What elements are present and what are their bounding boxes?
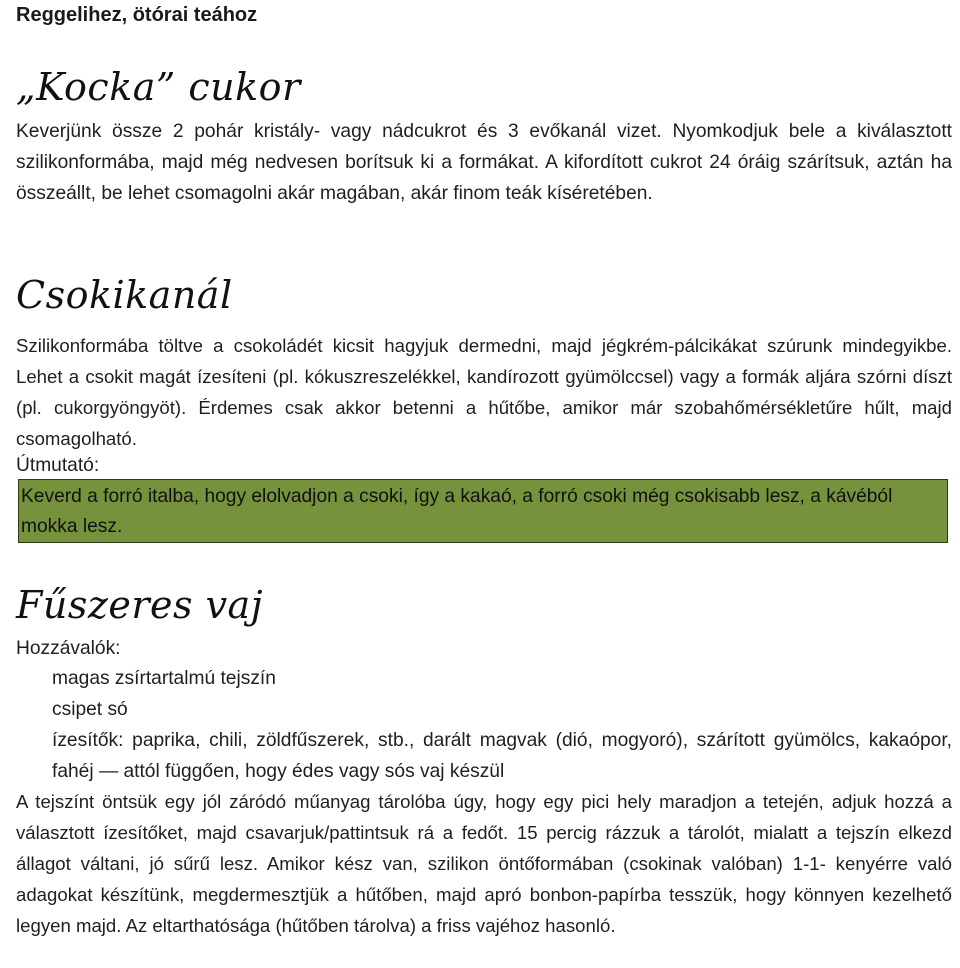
tip-box: [18, 479, 948, 543]
section-body-csokikanal: Szilikonformába töltve a csokoládét kicsit hagyjuk dermedni, majd jégkrém-pálcikákat szúrunk mindegyikbe. Lehet a csokit magát ízesíteni (pl. kókuszreszelékkel, kandírozott gyümölccsel) vagy a formák aljára szórni díszt (pl. cukorgyöngyöt). Érdemes csak akkor betenni a hűtőbe, amikor már szobahőmérsékletűre hűlt, majd csomagolható.: [16, 335, 952, 449]
ingredient-item: magas zsírtartalmú tejszín: [52, 668, 276, 689]
section-heading-csokikanal: Csokikanál: [16, 273, 233, 317]
section-heading-kocka-cukor: „Kocka” cukor: [16, 65, 301, 109]
ingredient-item: ízesítők: paprika, chili, zöldfűszerek, stb., darált magvak (dió, mogyoró), szárított gyümölcs, kakaópor, fahéj — attól függően, hogy édes vagy sós vaj készül: [52, 730, 952, 782]
ingredients-label: Hozzávalók:: [16, 638, 121, 659]
section-heading-fuszeres-vaj: Fűszeres vaj: [16, 583, 263, 627]
page-title: Reggelihez, ötórai teához: [16, 4, 258, 26]
ingredients-list: [52, 663, 952, 787]
tip-text: Keverd a forró italba, hogy elolvadjon a csoki, így a kakaó, a forró csoki még csokisabb lesz, a kávéból mokka lesz.: [21, 486, 893, 537]
section-body-fuszeres-vaj: A tejszínt öntsük egy jól záródó műanyag tárolóba úgy, hogy egy pici hely maradjon a tetején, adjuk hozzá a választott ízesítőket, majd csavarjuk/pattintsuk rá a fedőt. 15 percig rázzuk a tárolót, mialatt a tejszín elkezd állagot váltani, jó sűrű lesz. Amikor kész van, szilikon öntőformában (csokinak valóban) 1-1- kenyérre való adagokat készítünk, megdermesztjük a hűtőben, majd apró bonbon-papírba tesszük, hogy könnyen kezelhető legyen majd. Az eltarthatósága (hűtőben tárolva) a friss vajéhoz hasonló.: [16, 791, 952, 936]
section-body-kocka-cukor: Keverjünk össze 2 pohár kristály- vagy nádcukrot és 3 evőkanál vizet. Nyomkodjuk bele a kiválasztott szilikonformába, majd még nedvesen borítsuk ki a formákat. A kifordított cukrot 24 óráig szárítsuk, aztán ha összeállt, be lehet csomagolni akár magában, akár finom teák kíséretében.: [16, 121, 952, 204]
guide-label: Útmutató:: [16, 455, 100, 476]
ingredient-item: csipet só: [52, 699, 128, 720]
